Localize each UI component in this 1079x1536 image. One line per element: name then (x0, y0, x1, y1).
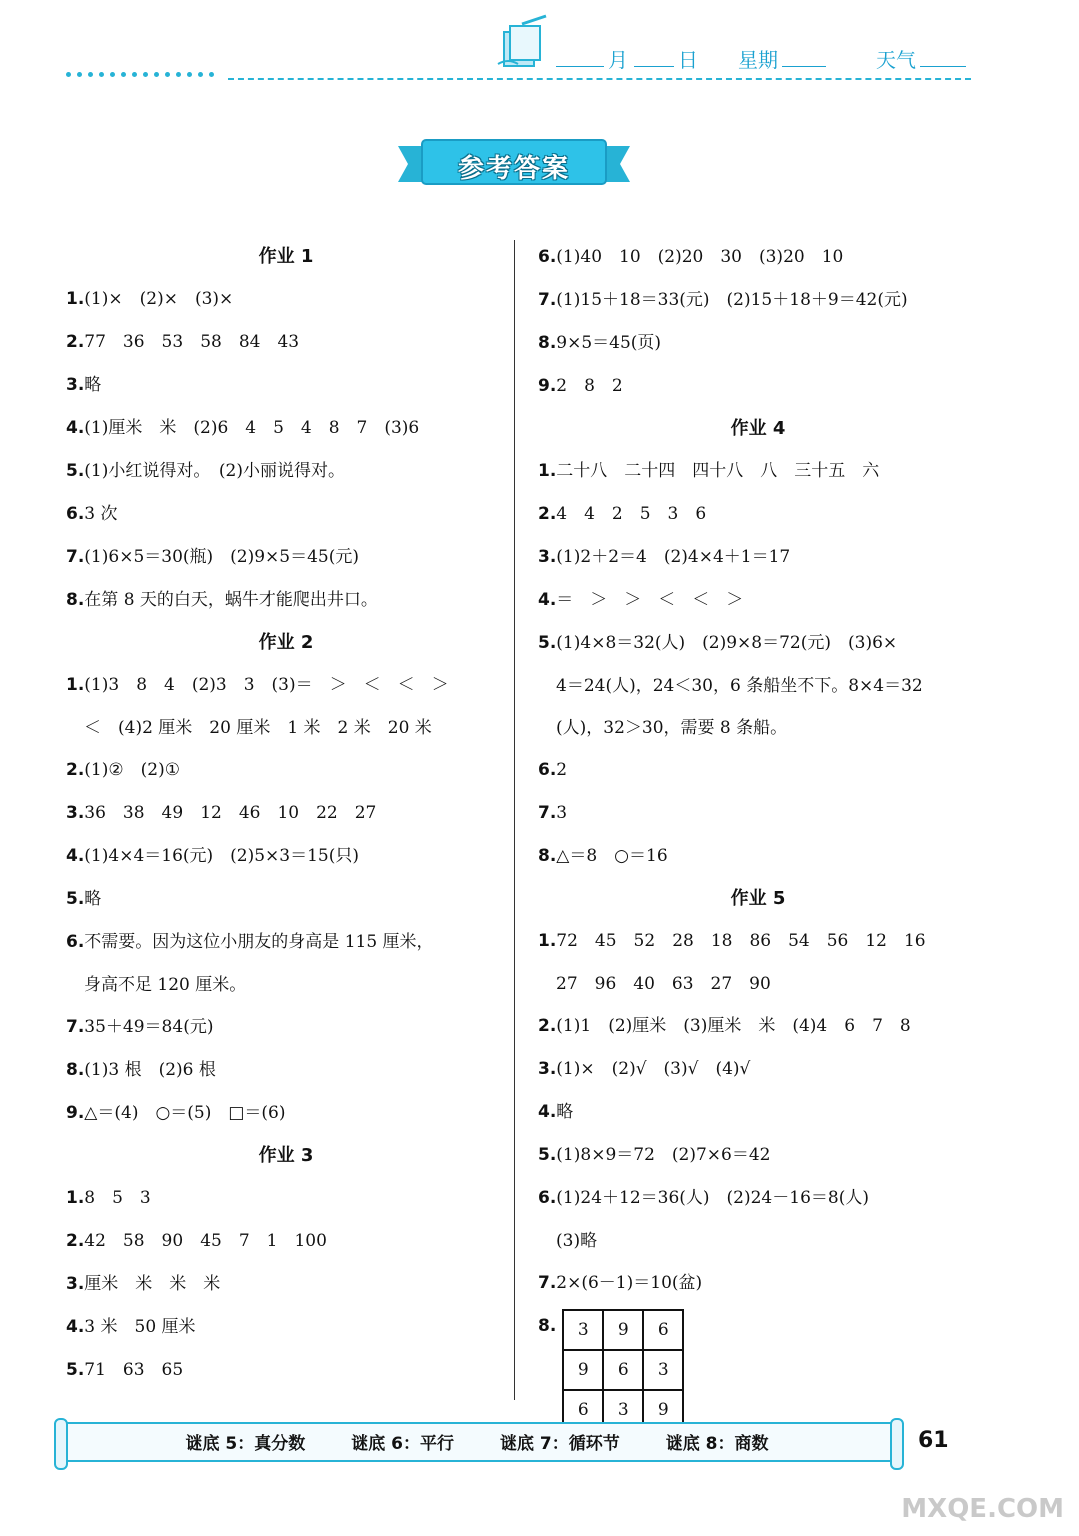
answer-number: 6. (538, 1188, 557, 1208)
answer-item (66, 1310, 506, 1353)
page-header (0, 0, 1079, 100)
answer-text: 36 38 49 12 46 10 22 27 (84, 803, 377, 823)
watermark-text: MXQE.COM (901, 1494, 1064, 1524)
answer-number: 7. (538, 803, 557, 823)
answer-text: 77 36 53 58 84 43 (84, 332, 300, 352)
answer-text: △＝8 ○＝16 (556, 846, 668, 866)
answer-item (538, 1009, 978, 1052)
watermark-logo (902, 1440, 1072, 1530)
answer-number: 5. (66, 889, 85, 909)
answer-number: 5. (538, 1145, 557, 1165)
answer-number: 2. (66, 332, 85, 352)
answer-continuation: 27 96 40 63 27 90 (556, 974, 771, 994)
weather-label: 天气 (876, 48, 916, 72)
answer-continuation: 身高不足 120 厘米。 (84, 975, 247, 995)
answer-text: (1)3 8 4 (2)3 3 (3)＝ ＞ ＜ ＜ ＞ (84, 675, 449, 695)
answer-number: 7. (538, 1273, 557, 1293)
answer-continuation: 4＝24(人)，24＜30，6 条船坐不下。8×4＝32 (556, 676, 923, 696)
header-dashed-line (228, 78, 971, 80)
answer-text: 2 (556, 760, 568, 780)
header-dot (176, 72, 181, 77)
answer-number: 7. (66, 1017, 85, 1037)
grid-cell: 9 (603, 1310, 643, 1350)
answer-continuation: (3)略 (556, 1231, 598, 1251)
grid-cell: 6 (603, 1350, 643, 1390)
answer-number: 8. (538, 1316, 557, 1336)
answer-number: 9. (538, 376, 557, 396)
answer-item (66, 583, 506, 626)
header-dots (66, 72, 214, 82)
answer-text: (1)24＋12＝36(人) (2)24－16＝8(人) (556, 1188, 869, 1208)
right-column (538, 240, 978, 1431)
answer-text: 略 (84, 375, 102, 395)
header-dot (99, 72, 104, 77)
answer-text: 二十八 二十四 四十八 八 三十五 六 (556, 461, 880, 481)
answer-text: 4 4 2 5 3 6 (556, 504, 707, 524)
answer-item (66, 1267, 506, 1310)
month-label: 月 (608, 48, 628, 72)
answer-item (538, 924, 978, 967)
riddle-answer: 谜底 6：平行 (351, 1433, 454, 1454)
number-grid (562, 1309, 684, 1431)
grid-cell: 3 (643, 1350, 683, 1390)
riddle-footer (62, 1418, 892, 1464)
answer-number: 2. (538, 504, 557, 524)
answer-item (538, 369, 978, 412)
answer-text: 35＋49＝84(元) (84, 1017, 214, 1037)
section-title: 作业 5 (730, 888, 786, 909)
answer-text: ＝ ＞ ＞ ＜ ＜ ＞ (556, 590, 744, 610)
answer-item (66, 1010, 506, 1053)
answer-text: 2×(6－1)＝10(盆) (556, 1273, 703, 1293)
answer-item (538, 240, 978, 283)
answer-number: 8. (66, 590, 85, 610)
answer-text: (1)3 根 (2)6 根 (84, 1060, 216, 1080)
answer-number: 8. (538, 333, 557, 353)
answer-text: 42 58 90 45 7 1 100 (84, 1231, 327, 1251)
answer-number: 6. (66, 932, 85, 952)
answer-item (538, 1095, 978, 1138)
answer-number: 2. (538, 1016, 557, 1036)
answer-item (66, 411, 506, 454)
header-dot (187, 72, 192, 77)
answer-text: (1)6×5＝30(瓶) (2)9×5＝45(元) (84, 547, 360, 567)
answer-number: 3. (538, 547, 557, 567)
answer-number: 2. (66, 760, 85, 780)
answer-text: (1)2＋2＝4 (2)4×4＋1＝17 (556, 547, 791, 567)
answer-text: (1)4×4＝16(元) (2)5×3＝15(只) (84, 846, 360, 866)
answer-item (66, 796, 506, 839)
answer-number: 4. (538, 590, 557, 610)
answer-number: 6. (538, 247, 557, 267)
answer-text: (1)× (2)× (3)× (84, 289, 234, 309)
riddle-answer: 谜底 7：循环节 (500, 1433, 620, 1454)
answer-text: 不需要。因为这位小朋友的身高是 115 厘米， (84, 932, 434, 952)
answer-text: 在第 8 天的白天，蜗牛才能爬出井口。 (84, 590, 378, 610)
answer-text: (1)40 10 (2)20 30 (3)20 10 (556, 247, 844, 267)
answer-number: 5. (538, 633, 557, 653)
answer-number: 7. (66, 547, 85, 567)
answer-item (538, 497, 978, 540)
grid-cell: 3 (563, 1310, 603, 1350)
grid-cell: 6 (643, 1310, 683, 1350)
answer-text: (1)厘米 米 (2)6 4 5 4 8 7 (3)6 (84, 418, 420, 438)
answer-item (66, 1181, 506, 1224)
answer-number: 8. (538, 846, 557, 866)
answer-text: (1)小红说得对。 (2)小丽说得对。 (84, 461, 345, 481)
answer-item (538, 626, 978, 669)
answer-number: 1. (66, 1188, 85, 1208)
answer-number: 4. (66, 418, 85, 438)
answer-text: (1)② (2)① (84, 760, 180, 780)
grid-cell: 9 (643, 1390, 683, 1430)
answer-item (538, 796, 978, 839)
answer-item (66, 1096, 506, 1139)
answer-item (538, 1052, 978, 1095)
header-dot (198, 72, 203, 77)
notebook-pen-icon (494, 14, 554, 70)
answer-item (66, 497, 506, 540)
column-divider (514, 240, 515, 1400)
answer-number: 9. (66, 1103, 85, 1123)
section-title: 作业 2 (258, 632, 314, 653)
answer-item (66, 1053, 506, 1096)
answer-text: 71 63 65 (84, 1360, 184, 1380)
answer-item (538, 583, 978, 626)
answer-banner (398, 138, 630, 190)
answer-text: 略 (84, 889, 102, 909)
answer-number: 1. (538, 461, 557, 481)
answer-number: 4. (538, 1102, 557, 1122)
answer-number: 4. (66, 1317, 85, 1337)
answer-item (538, 839, 978, 882)
header-dot (143, 72, 148, 77)
answer-text: 2 8 2 (556, 376, 623, 396)
answer-number: 4. (66, 846, 85, 866)
page-number: 61 (918, 1428, 949, 1453)
answer-number: 3. (66, 375, 85, 395)
answer-item (66, 282, 506, 325)
answer-item (538, 283, 978, 326)
answer-number: 2. (66, 1231, 85, 1251)
riddle-answer: 谜底 5：真分数 (185, 1433, 306, 1454)
answer-item (66, 925, 506, 968)
answer-number: 6. (66, 504, 85, 524)
answer-text: (1)4×8＝32(人) (2)9×8＝72(元) (3)6× (556, 633, 898, 653)
answer-number: 3. (66, 1274, 85, 1294)
answer-text: 3 次 (84, 504, 118, 524)
answer-item (66, 753, 506, 796)
answer-number: 5. (66, 461, 85, 481)
header-dot (77, 72, 82, 77)
answer-number: 3. (66, 803, 85, 823)
answer-number: 1. (538, 931, 557, 951)
answer-item (66, 668, 506, 711)
answer-text: 略 (556, 1102, 574, 1122)
grid-cell: 6 (563, 1390, 603, 1430)
answer-item (538, 1138, 978, 1181)
answer-number: 7. (538, 290, 557, 310)
answer-text: 3 (556, 803, 568, 823)
answer-text: (1)1 (2)厘米 (3)厘米 米 (4)4 6 7 8 (556, 1016, 911, 1036)
answer-item (538, 753, 978, 796)
answer-number: 3. (538, 1059, 557, 1079)
header-dot (121, 72, 126, 77)
left-column (66, 240, 506, 1396)
answer-text: (1)× (2)√ (3)√ (4)√ (556, 1059, 751, 1079)
answer-continuation: (人)，32＞30，需要 8 条船。 (556, 718, 788, 738)
answer-item (66, 368, 506, 411)
answer-item (66, 882, 506, 925)
answer-text: (1)15＋18＝33(元) (2)15＋18＋9＝42(元) (556, 290, 908, 310)
answer-text: 8 5 3 (84, 1188, 151, 1208)
header-dot (165, 72, 170, 77)
weekday-label: 星期 (738, 48, 778, 72)
answer-item (538, 1266, 978, 1309)
header-dot (110, 72, 115, 77)
answer-text: 3 米 50 厘米 (84, 1317, 196, 1337)
answer-item (538, 326, 978, 369)
answer-item (66, 839, 506, 882)
header-dot (88, 72, 93, 77)
answer-item (66, 325, 506, 368)
riddle-list (62, 1418, 892, 1464)
answer-number: 1. (66, 289, 85, 309)
answer-number: 1. (66, 675, 85, 695)
answer-text: (1)8×9＝72 (2)7×6＝42 (556, 1145, 771, 1165)
answer-item (538, 1181, 978, 1224)
day-field[interactable] (634, 44, 698, 73)
day-label: 日 (678, 48, 698, 72)
section-title: 作业 3 (258, 1145, 314, 1166)
answer-number: 6. (538, 760, 557, 780)
answer-item (66, 1224, 506, 1267)
answer-text: △＝(4) ○＝(5) □＝(6) (84, 1103, 286, 1123)
answer-item (66, 540, 506, 583)
header-dot (154, 72, 159, 77)
answer-number: 8. (66, 1060, 85, 1080)
header-dot (209, 72, 214, 77)
answer-text: 72 45 52 28 18 86 54 56 12 16 (556, 931, 926, 951)
riddle-answer: 谜底 8：商数 (665, 1433, 769, 1454)
answer-item-grid (538, 1309, 978, 1431)
answer-item (66, 454, 506, 497)
answer-item (538, 540, 978, 583)
answer-number: 5. (66, 1360, 85, 1380)
weekday-field[interactable] (738, 44, 830, 73)
grid-cell: 3 (603, 1390, 643, 1430)
header-dot (66, 72, 71, 77)
weather-field[interactable] (876, 44, 970, 73)
answer-item (538, 454, 978, 497)
header-dot (132, 72, 137, 77)
section-title: 作业 4 (730, 418, 786, 439)
banner-title: 参考答案 (457, 154, 570, 184)
month-field[interactable] (556, 44, 628, 73)
section-title: 作业 1 (258, 246, 314, 267)
answer-text: 9×5＝45(页) (556, 333, 662, 353)
answer-continuation: ＜ (4)2 厘米 20 厘米 1 米 2 米 20 米 (84, 718, 432, 738)
answer-item (66, 1353, 506, 1396)
answer-text: 厘米 米 米 米 (84, 1274, 221, 1294)
grid-cell: 9 (563, 1350, 603, 1390)
